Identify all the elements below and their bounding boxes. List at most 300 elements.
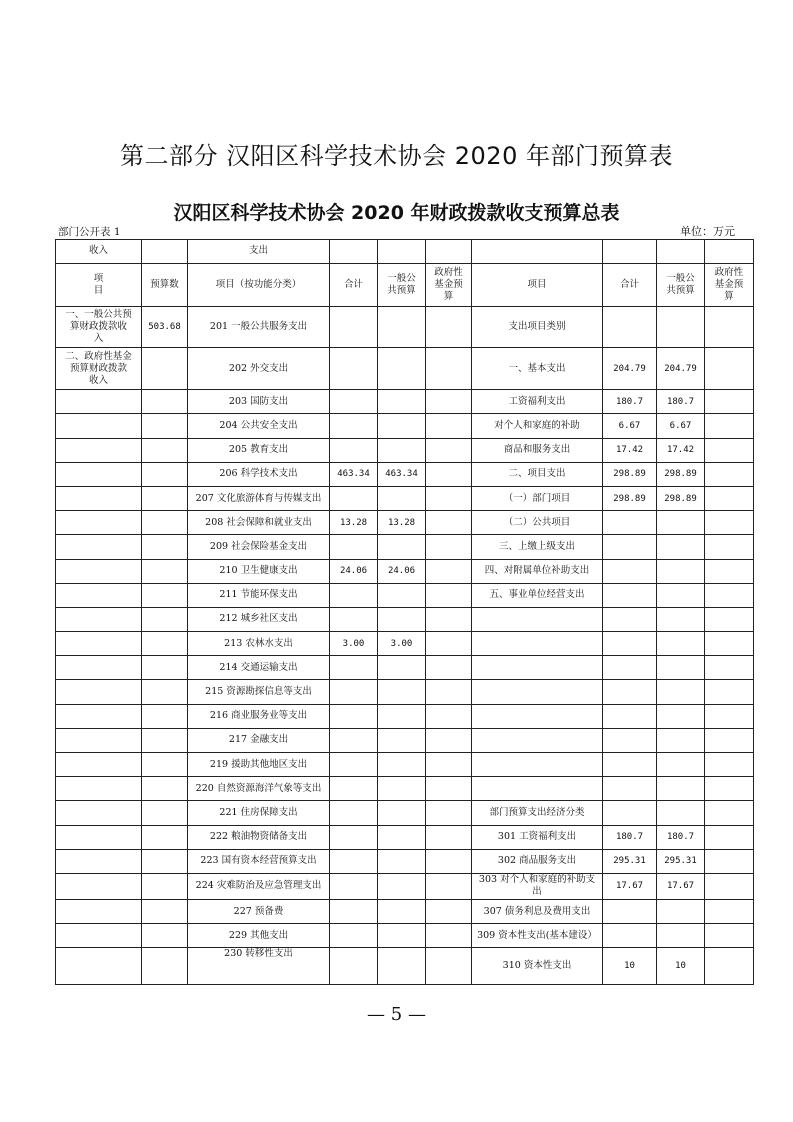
func-total-cell [330,728,378,752]
eco-total-cell [603,607,657,631]
eco-item-cell: 303 对个人和家庭的补助支 出 [472,873,603,899]
func-general-cell [378,900,426,924]
eco-general-cell: 295.31 [657,849,705,873]
func-item-cell: 224 灾难防治及应急管理支出 [188,873,330,899]
func-total-cell: 24.06 [330,559,378,583]
income-item-cell [56,462,142,486]
page-title: 第二部分 汉阳区科学技术协会 2020 年部门预算表 [120,142,673,170]
income-item-cell [56,873,142,899]
eco-item-cell: 309 资本性支出(基本建设） [472,924,603,948]
func-fund-cell [426,801,472,825]
table-row [56,873,754,899]
func-total-cell [330,607,378,631]
table-row [56,801,754,825]
table-row [56,559,754,583]
eco-fund-cell [705,486,754,510]
eco-total-cell [603,656,657,680]
budget-table [55,239,754,985]
eco-fund-cell [705,948,754,985]
income-amount-cell [142,728,188,752]
income-item-cell [56,728,142,752]
func-total-cell [330,680,378,704]
func-total-cell [330,924,378,948]
func-total-cell [330,825,378,849]
eco-total-cell [603,924,657,948]
eco-total-cell: 298.89 [603,462,657,486]
table-row [56,438,754,462]
func-general-cell [378,583,426,607]
table-row [56,632,754,656]
eco-fund-cell [705,559,754,583]
table-row [56,704,754,728]
eco-item-cell [472,607,603,631]
income-item-cell: 一、一般公共预 算财政拨款收 入 [56,306,142,348]
func-fund-cell [426,462,472,486]
income-amount-cell [142,900,188,924]
func-item-cell: 206 科学技术支出 [188,462,330,486]
eco-item-cell: 301 工资福利支出 [472,825,603,849]
eco-total-cell: 295.31 [603,849,657,873]
func-fund-cell [426,924,472,948]
func-general-cell [378,390,426,414]
income-amount-cell [142,583,188,607]
func-general-cell: 13.28 [378,511,426,535]
func-fund-cell [426,607,472,631]
eco-fund-cell [705,583,754,607]
func-total-cell: 463.34 [330,462,378,486]
col-header-item2: 项目 [472,263,603,306]
eco-fund-cell [705,462,754,486]
eco-general-cell [657,632,705,656]
income-item-cell [56,390,142,414]
eco-general-cell [657,559,705,583]
table-row [56,414,754,438]
income-item-cell [56,607,142,631]
func-fund-cell [426,656,472,680]
eco-item-cell [472,753,603,777]
eco-total-cell [603,511,657,535]
table-row [56,753,754,777]
table-row [56,535,754,559]
table-row [56,348,754,390]
func-total-cell [330,753,378,777]
func-item-cell: 217 金融支出 [188,728,330,752]
table-row [56,948,754,985]
income-amount-cell [142,348,188,390]
func-item-cell: 207 文化旅游体育与传媒支出 [188,486,330,510]
func-fund-cell [426,583,472,607]
income-amount-cell [142,438,188,462]
eco-fund-cell [705,511,754,535]
func-item-cell: 205 教育支出 [188,438,330,462]
eco-fund-cell [705,438,754,462]
header-row-1 [56,240,754,264]
func-item-cell: 213 农林水支出 [188,632,330,656]
eco-fund-cell [705,849,754,873]
eco-item-cell: 商品和服务支出 [472,438,603,462]
func-item-cell: 214 交通运输支出 [188,656,330,680]
income-amount-cell [142,680,188,704]
income-item-cell [56,486,142,510]
income-amount-cell [142,777,188,801]
table-row [56,680,754,704]
income-amount-cell [142,632,188,656]
income-header: 收入 [56,240,142,264]
func-fund-cell [426,390,472,414]
func-total-cell [330,704,378,728]
eco-total-cell: 180.7 [603,390,657,414]
eco-general-cell [657,511,705,535]
eco-item-cell: 部门预算支出经济分类 [472,801,603,825]
func-general-cell [378,438,426,462]
col-header-gov-fund: 政府性 基金预 算 [426,263,472,306]
income-item-cell [56,414,142,438]
func-item-cell: 219 援助其他地区支出 [188,753,330,777]
income-amount-cell [142,462,188,486]
income-amount-cell [142,924,188,948]
table-title: 汉阳区科学技术协会 2020 年财政拨款收支预算总表 [173,202,620,224]
table-row [56,728,754,752]
eco-fund-cell [705,924,754,948]
func-fund-cell [426,948,472,985]
eco-fund-cell [705,348,754,390]
func-total-cell [330,583,378,607]
func-fund-cell [426,414,472,438]
table-row [56,900,754,924]
eco-item-cell: 307 债务利息及费用支出 [472,900,603,924]
eco-general-cell [657,704,705,728]
eco-fund-cell [705,873,754,899]
func-total-cell: 13.28 [330,511,378,535]
income-amount-cell [142,390,188,414]
func-fund-cell [426,438,472,462]
func-fund-cell [426,728,472,752]
eco-fund-cell [705,306,754,348]
eco-total-cell [603,680,657,704]
func-item-cell: 223 国有资本经营预算支出 [188,849,330,873]
func-fund-cell [426,777,472,801]
func-item-cell: 215 资源勘探信息等支出 [188,680,330,704]
func-item-cell: 216 商业服务业等支出 [188,704,330,728]
eco-general-cell [657,777,705,801]
income-amount-cell [142,873,188,899]
eco-total-cell [603,777,657,801]
income-amount-cell [142,801,188,825]
func-item-cell: 209 社会保险基金支出 [188,535,330,559]
func-item-cell: 204 公共安全支出 [188,414,330,438]
income-item-cell [56,632,142,656]
eco-item-cell [472,704,603,728]
eco-item-cell [472,777,603,801]
func-general-cell [378,348,426,390]
income-item-cell [56,704,142,728]
eco-general-cell [657,535,705,559]
eco-general-cell [657,680,705,704]
eco-fund-cell [705,607,754,631]
income-amount-cell [142,414,188,438]
income-item-cell [56,680,142,704]
func-item-cell: 210 卫生健康支出 [188,559,330,583]
eco-general-cell: 298.89 [657,486,705,510]
func-fund-cell [426,825,472,849]
income-item-cell [56,849,142,873]
eco-total-cell [603,535,657,559]
func-general-cell [378,306,426,348]
eco-total-cell [603,728,657,752]
col-header-total2: 合计 [603,263,657,306]
col-header-general-budget2: 一般公 共预算 [657,263,705,306]
func-fund-cell [426,753,472,777]
income-amount-cell [142,753,188,777]
income-item-cell [56,777,142,801]
income-amount-cell [142,656,188,680]
func-total-cell [330,438,378,462]
func-fund-cell [426,900,472,924]
table-row [56,849,754,873]
eco-fund-cell [705,535,754,559]
eco-fund-cell [705,632,754,656]
income-item-cell [56,948,142,985]
eco-general-cell: 17.42 [657,438,705,462]
eco-item-cell: 支出项目类别 [472,306,603,348]
income-amount-cell [142,511,188,535]
col-header-total: 合计 [330,263,378,306]
func-general-cell: 24.06 [378,559,426,583]
form-id-label: 部门公开表 1 [58,226,121,238]
eco-fund-cell [705,801,754,825]
func-general-cell [378,924,426,948]
func-total-cell [330,486,378,510]
eco-fund-cell [705,728,754,752]
func-total-cell [330,656,378,680]
func-item-cell: 212 城乡社区支出 [188,607,330,631]
func-total-cell [330,535,378,559]
eco-fund-cell [705,680,754,704]
income-amount-cell [142,607,188,631]
eco-general-cell [657,924,705,948]
func-total-cell [330,777,378,801]
func-total-cell [330,414,378,438]
eco-total-cell: 6.67 [603,414,657,438]
eco-item-cell: 五、事业单位经营支出 [472,583,603,607]
func-item-cell: 201 一般公共服务支出 [188,306,330,348]
table-row [56,462,754,486]
func-item-cell: 208 社会保障和就业支出 [188,511,330,535]
income-item-cell: 二、政府性基金 预算财政拨款 收入 [56,348,142,390]
func-general-cell [378,704,426,728]
func-general-cell [378,728,426,752]
func-general-cell: 3.00 [378,632,426,656]
income-item-cell [56,900,142,924]
income-item-cell [56,924,142,948]
eco-item-cell: 一、基本支出 [472,348,603,390]
func-general-cell [378,535,426,559]
eco-total-cell: 204.79 [603,348,657,390]
eco-general-cell: 180.7 [657,825,705,849]
func-general-cell [378,414,426,438]
eco-total-cell [603,632,657,656]
eco-total-cell: 17.42 [603,438,657,462]
income-amount-cell [142,486,188,510]
func-total-cell [330,900,378,924]
func-total-cell [330,801,378,825]
eco-total-cell [603,704,657,728]
func-fund-cell [426,704,472,728]
eco-general-cell [657,753,705,777]
income-amount-cell: 503.68 [142,306,188,348]
eco-fund-cell [705,825,754,849]
func-total-cell [330,849,378,873]
eco-fund-cell [705,390,754,414]
eco-fund-cell [705,777,754,801]
eco-item-cell [472,728,603,752]
income-amount-cell [142,948,188,985]
col-header-gov-fund2: 政府性 基金预 算 [705,263,754,306]
func-general-cell [378,873,426,899]
eco-item-cell [472,680,603,704]
func-general-cell [378,656,426,680]
expense-header: 支出 [188,240,330,264]
income-item-cell [56,583,142,607]
func-item-cell: 229 其他支出 [188,924,330,948]
income-item-cell [56,535,142,559]
eco-general-cell: 6.67 [657,414,705,438]
eco-total-cell: 298.89 [603,486,657,510]
col-header-general-budget: 一般公 共预算 [378,263,426,306]
eco-general-cell: 10 [657,948,705,985]
func-general-cell [378,825,426,849]
eco-total-cell [603,753,657,777]
income-item-cell [56,511,142,535]
func-total-cell [330,306,378,348]
eco-item-cell: 工资福利支出 [472,390,603,414]
eco-general-cell [657,900,705,924]
eco-total-cell: 17.67 [603,873,657,899]
income-amount-cell [142,849,188,873]
page-number: — 5 — [367,1004,426,1025]
eco-total-cell [603,801,657,825]
col-header-budget-amount: 预算数 [142,263,188,306]
income-amount-cell [142,535,188,559]
eco-item-cell: （一）部门项目 [472,486,603,510]
func-fund-cell [426,849,472,873]
func-general-cell [378,486,426,510]
func-item-cell: 211 节能环保支出 [188,583,330,607]
func-item-cell: 222 粮油物资储备支出 [188,825,330,849]
eco-item-cell: （二）公共项目 [472,511,603,535]
func-item-cell: 221 住房保障支出 [188,801,330,825]
eco-item-cell: 310 资本性支出 [472,948,603,985]
eco-fund-cell [705,414,754,438]
income-item-cell [56,438,142,462]
unit-label: 单位：万元 [680,225,735,238]
func-fund-cell [426,632,472,656]
eco-item-cell: 四、对附属单位补助支出 [472,559,603,583]
func-item-cell: 227 预备费 [188,900,330,924]
table-row [56,390,754,414]
eco-fund-cell [705,704,754,728]
eco-general-cell [657,801,705,825]
func-general-cell [378,607,426,631]
eco-general-cell: 298.89 [657,462,705,486]
func-total-cell: 3.00 [330,632,378,656]
func-fund-cell [426,559,472,583]
eco-general-cell [657,607,705,631]
func-fund-cell [426,486,472,510]
table-row [56,777,754,801]
eco-total-cell: 180.7 [603,825,657,849]
func-fund-cell [426,535,472,559]
income-amount-cell [142,559,188,583]
func-fund-cell [426,306,472,348]
eco-general-cell: 180.7 [657,390,705,414]
func-general-cell: 463.34 [378,462,426,486]
col-header-item: 项 目 [56,263,142,306]
eco-item-cell: 二、项目支出 [472,462,603,486]
eco-general-cell [657,656,705,680]
func-item-cell: 220 自然资源海洋气象等支出 [188,777,330,801]
eco-fund-cell [705,753,754,777]
eco-general-cell [657,583,705,607]
eco-fund-cell [705,900,754,924]
income-item-cell [56,753,142,777]
eco-general-cell [657,306,705,348]
eco-general-cell: 17.67 [657,873,705,899]
table-row [56,825,754,849]
func-total-cell [330,348,378,390]
income-amount-cell [142,825,188,849]
table-row [56,656,754,680]
col-header-func-item: 项目（按功能分类） [188,263,330,306]
func-general-cell [378,948,426,985]
func-fund-cell [426,680,472,704]
table-row [56,583,754,607]
income-item-cell [56,559,142,583]
table-row [56,486,754,510]
eco-item-cell: 对个人和家庭的补助 [472,414,603,438]
eco-total-cell [603,900,657,924]
func-item-cell: 230 转移性支出 [188,948,330,985]
eco-total-cell: 10 [603,948,657,985]
func-general-cell [378,777,426,801]
func-total-cell [330,390,378,414]
table-row [56,511,754,535]
eco-total-cell [603,559,657,583]
func-total-cell [330,873,378,899]
func-item-cell: 202 外交支出 [188,348,330,390]
func-fund-cell [426,348,472,390]
income-item-cell [56,801,142,825]
eco-general-cell: 204.79 [657,348,705,390]
func-general-cell [378,801,426,825]
eco-general-cell [657,728,705,752]
func-fund-cell [426,873,472,899]
eco-total-cell [603,306,657,348]
income-item-cell [56,825,142,849]
func-fund-cell [426,511,472,535]
eco-item-cell: 302 商品服务支出 [472,849,603,873]
table-row [56,306,754,348]
eco-total-cell [603,583,657,607]
func-general-cell [378,849,426,873]
func-general-cell [378,753,426,777]
func-general-cell [378,680,426,704]
eco-item-cell: 三、上缴上级支出 [472,535,603,559]
income-item-cell [56,656,142,680]
eco-item-cell [472,656,603,680]
func-item-cell: 203 国防支出 [188,390,330,414]
func-total-cell [330,948,378,985]
